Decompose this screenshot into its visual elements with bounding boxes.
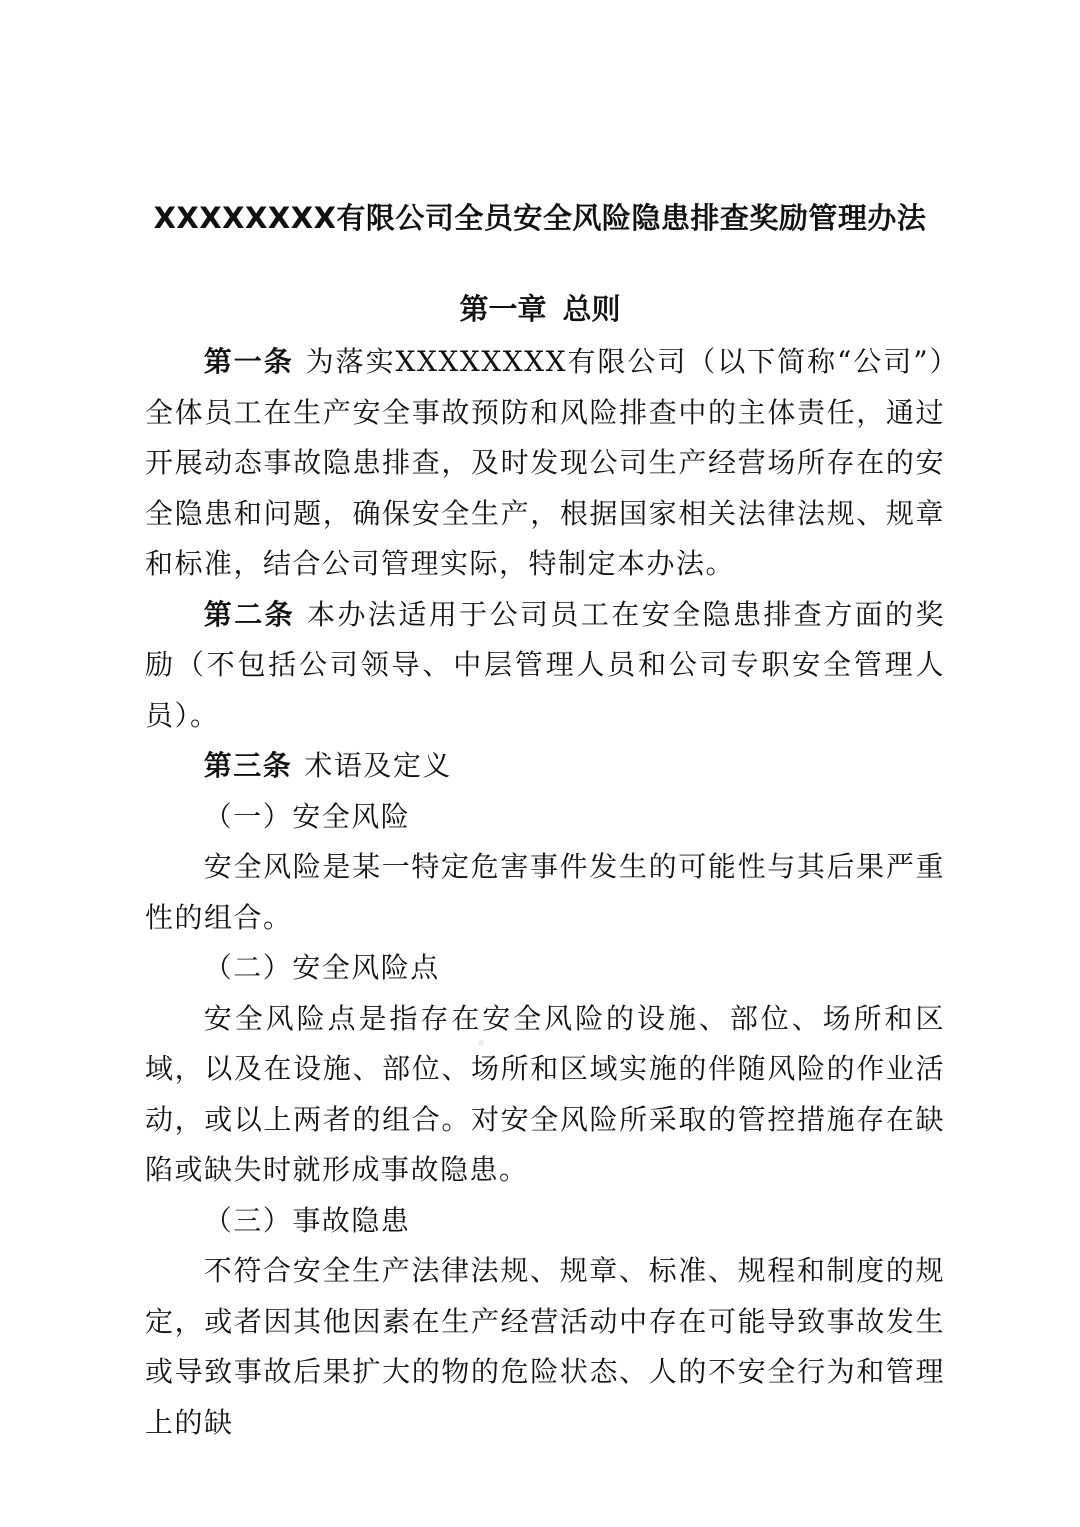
definition-heading: （三）事故隐患: [203, 1203, 411, 1237]
definition-text: 安全风险点是指存在安全风险的设施、部位、场所和区域，以及在设施、部位、场所和区域实施的伴随风险的作业活动，或以上两者的组合。对安全风险所采取的管控措施存在缺陷或缺失时就形成事故隐患。: [145, 1001, 945, 1186]
article-label: 第三条: [203, 749, 293, 782]
chapter-title: 第一章 总则: [459, 292, 621, 326]
article-label: 第一条: [203, 345, 294, 378]
document-body: [145, 337, 945, 1448]
article-2: [145, 590, 945, 742]
article-label: 第二条: [203, 597, 296, 631]
definition-heading: （二）安全风险点: [203, 951, 440, 984]
definition-text: 安全风险是某一特定危害事件发生的可能性与其后果严重性的组合。: [145, 850, 945, 934]
document-title: XXXXXXXX有限公司全员安全风险隐患排查奖励管理办法: [153, 201, 927, 235]
definition-heading: （一）安全风险: [203, 799, 411, 833]
scan-speck: [478, 1040, 484, 1046]
article-3: [145, 741, 945, 792]
article-text: 术语及定义: [304, 749, 452, 782]
article-text: 本办法适用于公司员工在安全隐患排查方面的奖励（不包括公司领导、中层管理人员和公司专职安全管理人员）。: [145, 597, 945, 732]
article-text: 为落实XXXXXXXX有限公司（以下简称“公司”）全体员工在生产安全事故预防和风险排查中的主体责任，通过开展动态事故隐患排查，及时发现公司生产经营场所存在的安全隐患和问题，确保安全生产，根据国家相关法律法规、规章和标准，结合公司管理实际，特制定本办法。: [145, 345, 945, 580]
article-1: [145, 337, 945, 590]
definition-text: 不符合安全生产法律法规、规章、标准、规程和制度的规定，或者因其他因素在生产经营活动中存在可能导致事故发生或导致事故后果扩大的物的危险状态、人的不安全行为和管理上的缺: [145, 1254, 945, 1439]
